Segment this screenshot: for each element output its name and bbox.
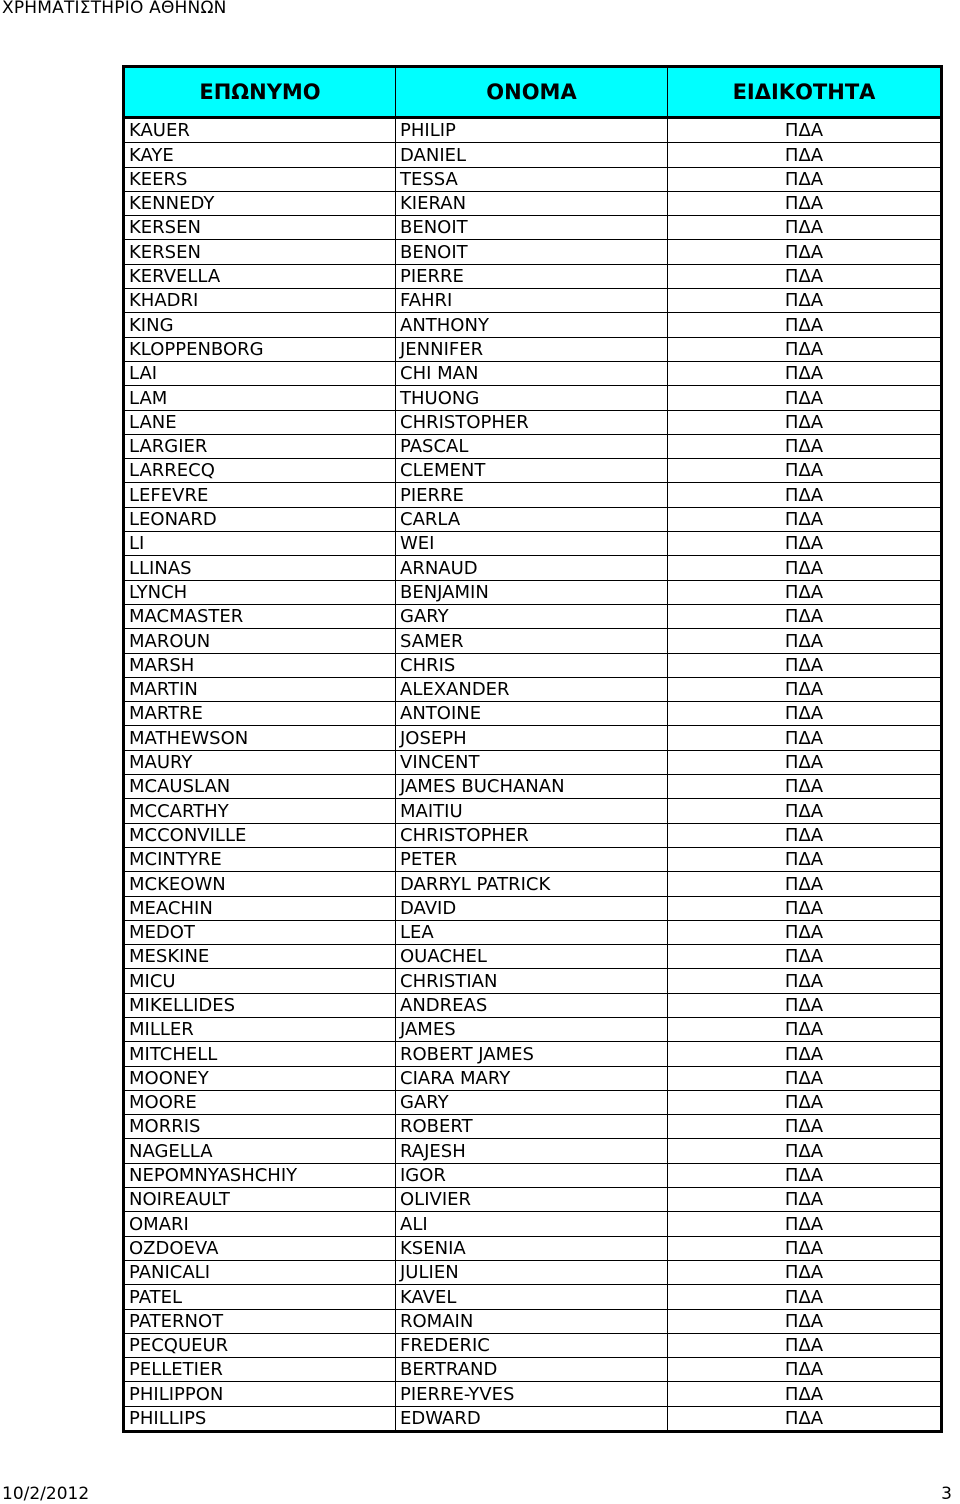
cell-specialty — [668, 653, 942, 677]
cell-first-name: PASCAL — [396, 434, 668, 458]
specialty-text: ΠΔΑ — [784, 387, 824, 409]
table-row — [124, 580, 942, 604]
cell-specialty — [668, 118, 942, 143]
cell-surname: MEDOT — [124, 920, 396, 944]
cell-specialty — [668, 191, 942, 215]
cell-specialty — [668, 532, 942, 556]
cell-first-name: CHRISTIAN — [396, 969, 668, 993]
cell-first-name: CLEMENT — [396, 459, 668, 483]
cell-surname: KEERS — [124, 167, 396, 191]
cell-first-name: KIERAN — [396, 191, 668, 215]
specialty-text: ΠΔΑ — [784, 800, 824, 822]
cell-surname: PATEL — [124, 1285, 396, 1309]
specialty-text: ΠΔΑ — [784, 946, 824, 968]
table-row — [124, 216, 942, 240]
cell-specialty — [668, 1406, 942, 1431]
table-row — [124, 1358, 942, 1382]
table-row — [124, 604, 942, 628]
cell-first-name: SAMER — [396, 629, 668, 653]
specialty-text: ΠΔΑ — [784, 873, 824, 895]
cell-surname: PHILIPPON — [124, 1382, 396, 1406]
specialty-text: ΠΔΑ — [784, 581, 824, 603]
specialty-text: ΠΔΑ — [784, 1213, 824, 1235]
cell-first-name: OUACHEL — [396, 945, 668, 969]
cell-specialty — [668, 604, 942, 628]
table-row — [124, 677, 942, 701]
cell-first-name: BENJAMIN — [396, 580, 668, 604]
cell-specialty — [668, 459, 942, 483]
specialty-text: ΠΔΑ — [784, 168, 824, 190]
table-row — [124, 1212, 942, 1236]
cell-surname: PELLETIER — [124, 1358, 396, 1382]
cell-first-name: THUONG — [396, 386, 668, 410]
table-row — [124, 1260, 942, 1284]
specialty-text: ΠΔΑ — [784, 922, 824, 944]
table-row — [124, 337, 942, 361]
cell-first-name: EDWARD — [396, 1406, 668, 1431]
specialty-text: ΠΔΑ — [784, 1165, 824, 1187]
cell-specialty — [668, 1066, 942, 1090]
table-row — [124, 191, 942, 215]
cell-surname: LEONARD — [124, 507, 396, 531]
specialty-text: ΠΔΑ — [784, 1019, 824, 1041]
specialty-text: ΠΔΑ — [784, 1335, 824, 1357]
cell-first-name: JOSEPH — [396, 726, 668, 750]
cell-first-name: TESSA — [396, 167, 668, 191]
cell-first-name: PHILIP — [396, 118, 668, 143]
table-row — [124, 532, 942, 556]
cell-surname: MITCHELL — [124, 1042, 396, 1066]
cell-first-name: FAHRI — [396, 289, 668, 313]
cell-surname: MARTIN — [124, 677, 396, 701]
cell-specialty — [668, 240, 942, 264]
cell-surname: KERVELLA — [124, 264, 396, 288]
cell-surname: MEACHIN — [124, 896, 396, 920]
cell-surname: LAI — [124, 361, 396, 385]
specialty-text: ΠΔΑ — [784, 679, 824, 701]
table-row — [124, 702, 942, 726]
table-row — [124, 847, 942, 871]
table-row — [124, 1115, 942, 1139]
specialty-text: ΠΔΑ — [784, 338, 824, 360]
table-row — [124, 118, 942, 143]
specialty-text: ΠΔΑ — [784, 1408, 824, 1430]
cell-surname: MCINTYRE — [124, 847, 396, 871]
cell-surname: MOONEY — [124, 1066, 396, 1090]
specialty-text: ΠΔΑ — [784, 411, 824, 433]
specialty-text: ΠΔΑ — [784, 436, 824, 458]
cell-first-name: RAJESH — [396, 1139, 668, 1163]
cell-specialty — [668, 1236, 942, 1260]
specialty-text: ΠΔΑ — [784, 1310, 824, 1332]
specialty-text: ΠΔΑ — [784, 533, 824, 555]
specialty-text: ΠΔΑ — [784, 484, 824, 506]
table-row — [124, 459, 942, 483]
cell-first-name: CHRISTOPHER — [396, 823, 668, 847]
cell-first-name: CHI MAN — [396, 361, 668, 385]
cell-surname: PECQUEUR — [124, 1333, 396, 1357]
table-row — [124, 896, 942, 920]
table-row — [124, 823, 942, 847]
cell-specialty — [668, 1333, 942, 1357]
specialty-text: ΠΔΑ — [784, 314, 824, 336]
column-header-first-name: ΟΝΟΜΑ — [396, 67, 668, 118]
cell-first-name: PIERRE — [396, 483, 668, 507]
cell-first-name: KSENIA — [396, 1236, 668, 1260]
cell-specialty — [668, 483, 942, 507]
cell-first-name: VINCENT — [396, 750, 668, 774]
cell-surname: PHILLIPS — [124, 1406, 396, 1431]
cell-surname: KERSEN — [124, 216, 396, 240]
table-row — [124, 386, 942, 410]
table-row — [124, 1309, 942, 1333]
cell-surname: MAROUN — [124, 629, 396, 653]
cell-first-name: PETER — [396, 847, 668, 871]
table-header — [124, 67, 942, 118]
cell-specialty — [668, 313, 942, 337]
cell-first-name: DARRYL PATRICK — [396, 872, 668, 896]
cell-first-name: JAMES — [396, 1017, 668, 1041]
table-row — [124, 750, 942, 774]
cell-specialty — [668, 167, 942, 191]
cell-specialty — [668, 507, 942, 531]
specialty-text: ΠΔΑ — [784, 1140, 824, 1162]
cell-surname: KLOPPENBORG — [124, 337, 396, 361]
specialty-text: ΠΔΑ — [784, 144, 824, 166]
cell-specialty — [668, 556, 942, 580]
cell-specialty — [668, 629, 942, 653]
cell-surname: MESKINE — [124, 945, 396, 969]
cell-surname: PANICALI — [124, 1260, 396, 1284]
table-row — [124, 1333, 942, 1357]
cell-specialty — [668, 1090, 942, 1114]
specialty-text: ΠΔΑ — [784, 606, 824, 628]
cell-specialty — [668, 896, 942, 920]
cell-surname: LEFEVRE — [124, 483, 396, 507]
cell-surname: LARRECQ — [124, 459, 396, 483]
cell-surname: KAUER — [124, 118, 396, 143]
table-row — [124, 799, 942, 823]
table-row — [124, 313, 942, 337]
specialty-text: ΠΔΑ — [784, 824, 824, 846]
specialty-text: ΠΔΑ — [784, 363, 824, 385]
cell-first-name: BENOIT — [396, 240, 668, 264]
footer-date: 10/2/2012 — [2, 1484, 90, 1504]
table-row — [124, 629, 942, 653]
cell-first-name: CHRISTOPHER — [396, 410, 668, 434]
specialty-text: ΠΔΑ — [784, 849, 824, 871]
cell-specialty — [668, 216, 942, 240]
table-row — [124, 872, 942, 896]
cell-surname: KING — [124, 313, 396, 337]
table-row — [124, 264, 942, 288]
cell-surname: LYNCH — [124, 580, 396, 604]
cell-specialty — [668, 677, 942, 701]
cell-first-name: CHRIS — [396, 653, 668, 677]
specialty-text: ΠΔΑ — [784, 1116, 824, 1138]
column-header-specialty: ΕΙΔΙΚΟΤΗΤΑ — [668, 67, 942, 118]
cell-specialty — [668, 872, 942, 896]
specialty-text: ΠΔΑ — [784, 703, 824, 725]
cell-specialty — [668, 580, 942, 604]
cell-specialty — [668, 799, 942, 823]
cell-specialty — [668, 993, 942, 1017]
specialty-text: ΠΔΑ — [784, 1286, 824, 1308]
cell-specialty — [668, 823, 942, 847]
cell-specialty — [668, 1309, 942, 1333]
cell-surname: MATHEWSON — [124, 726, 396, 750]
cell-specialty — [668, 847, 942, 871]
cell-first-name: GARY — [396, 1090, 668, 1114]
cell-surname: LAM — [124, 386, 396, 410]
cell-first-name: FREDERIC — [396, 1333, 668, 1357]
cell-first-name: BERTRAND — [396, 1358, 668, 1382]
table-row — [124, 775, 942, 799]
table-row — [124, 726, 942, 750]
cell-first-name: ANDREAS — [396, 993, 668, 1017]
cell-first-name: JULIEN — [396, 1260, 668, 1284]
cell-first-name: DAVID — [396, 896, 668, 920]
cell-surname: NAGELLA — [124, 1139, 396, 1163]
cell-surname: MILLER — [124, 1017, 396, 1041]
specialty-text: ΠΔΑ — [784, 727, 824, 749]
cell-surname: MCCARTHY — [124, 799, 396, 823]
cell-surname: MIKELLIDES — [124, 993, 396, 1017]
cell-specialty — [668, 969, 942, 993]
specialty-text: ΠΔΑ — [784, 266, 824, 288]
cell-surname: MCCONVILLE — [124, 823, 396, 847]
table-row — [124, 1139, 942, 1163]
cell-specialty — [668, 1115, 942, 1139]
table-row — [124, 1090, 942, 1114]
specialty-text: ΠΔΑ — [784, 290, 824, 312]
specialty-text: ΠΔΑ — [784, 1359, 824, 1381]
table-row — [124, 945, 942, 969]
table-row — [124, 1042, 942, 1066]
specialty-text: ΠΔΑ — [784, 897, 824, 919]
cell-specialty — [668, 945, 942, 969]
table-row — [124, 167, 942, 191]
cell-specialty — [668, 1042, 942, 1066]
table-row — [124, 1188, 942, 1212]
table-row — [124, 1382, 942, 1406]
cell-first-name: JENNIFER — [396, 337, 668, 361]
cell-surname: MARTRE — [124, 702, 396, 726]
cell-surname: PATERNOT — [124, 1309, 396, 1333]
table-row — [124, 1236, 942, 1260]
table-row — [124, 1406, 942, 1431]
cell-surname: MORRIS — [124, 1115, 396, 1139]
specialty-text: ΠΔΑ — [784, 557, 824, 579]
specialty-text: ΠΔΑ — [784, 630, 824, 652]
cell-first-name: BENOIT — [396, 216, 668, 240]
cell-surname: MARSH — [124, 653, 396, 677]
cell-specialty — [668, 143, 942, 167]
table-row — [124, 1066, 942, 1090]
cell-first-name: ROBERT — [396, 1115, 668, 1139]
cell-first-name: MAITIU — [396, 799, 668, 823]
cell-specialty — [668, 920, 942, 944]
specialty-text: ΠΔΑ — [784, 460, 824, 482]
cell-first-name: ROMAIN — [396, 1309, 668, 1333]
specialty-text: ΠΔΑ — [784, 217, 824, 239]
table-row — [124, 361, 942, 385]
specialty-text: ΠΔΑ — [784, 654, 824, 676]
cell-specialty — [668, 726, 942, 750]
cell-specialty — [668, 1260, 942, 1284]
cell-specialty — [668, 1358, 942, 1382]
cell-surname: MICU — [124, 969, 396, 993]
cell-surname: KERSEN — [124, 240, 396, 264]
cell-surname: MCAUSLAN — [124, 775, 396, 799]
cell-specialty — [668, 337, 942, 361]
specialty-text: ΠΔΑ — [784, 1383, 824, 1405]
cell-specialty — [668, 361, 942, 385]
cell-first-name: ANTOINE — [396, 702, 668, 726]
cell-specialty — [668, 1017, 942, 1041]
specialty-text: ΠΔΑ — [784, 193, 824, 215]
cell-specialty — [668, 1188, 942, 1212]
header-row — [124, 67, 942, 118]
table-row — [124, 556, 942, 580]
cell-first-name: JAMES BUCHANAN — [396, 775, 668, 799]
cell-surname: KAYE — [124, 143, 396, 167]
cell-first-name: CARLA — [396, 507, 668, 531]
cell-surname: OMARI — [124, 1212, 396, 1236]
specialty-text: ΠΔΑ — [784, 1237, 824, 1259]
column-header-surname: ΕΠΩΝΥΜΟ — [124, 67, 396, 118]
cell-specialty — [668, 775, 942, 799]
cell-specialty — [668, 1163, 942, 1187]
cell-specialty — [668, 386, 942, 410]
specialty-text: ΠΔΑ — [784, 509, 824, 531]
specialty-text: ΠΔΑ — [784, 241, 824, 263]
cell-first-name: IGOR — [396, 1163, 668, 1187]
cell-first-name: ARNAUD — [396, 556, 668, 580]
table-row — [124, 483, 942, 507]
cell-first-name: CIARA MARY — [396, 1066, 668, 1090]
roster-table — [122, 65, 943, 1433]
cell-surname: KENNEDY — [124, 191, 396, 215]
table-row — [124, 143, 942, 167]
specialty-text: ΠΔΑ — [784, 994, 824, 1016]
cell-surname: MCKEOWN — [124, 872, 396, 896]
table-row — [124, 1017, 942, 1041]
table-row — [124, 969, 942, 993]
table-row — [124, 507, 942, 531]
cell-surname: LLINAS — [124, 556, 396, 580]
table-row — [124, 240, 942, 264]
cell-specialty — [668, 264, 942, 288]
cell-first-name: ROBERT JAMES — [396, 1042, 668, 1066]
cell-first-name: OLIVIER — [396, 1188, 668, 1212]
specialty-text: ΠΔΑ — [784, 776, 824, 798]
page-header: ΧΡΗΜΑΤΙΣΤΗΡΙΟ ΑΘΗΝΩΝ — [2, 0, 227, 18]
cell-surname: LI — [124, 532, 396, 556]
specialty-text: ΠΔΑ — [784, 1043, 824, 1065]
cell-surname: NEPOMNYASHCHIY — [124, 1163, 396, 1187]
specialty-text: ΠΔΑ — [784, 1067, 824, 1089]
cell-first-name: WEI — [396, 532, 668, 556]
specialty-text: ΠΔΑ — [784, 1092, 824, 1114]
table-row — [124, 993, 942, 1017]
page-number: 3 — [941, 1484, 952, 1504]
cell-first-name: ALI — [396, 1212, 668, 1236]
table-row — [124, 410, 942, 434]
cell-first-name: PIERRE — [396, 264, 668, 288]
cell-specialty — [668, 750, 942, 774]
cell-surname: KHADRI — [124, 289, 396, 313]
cell-surname: MAURY — [124, 750, 396, 774]
table-row — [124, 653, 942, 677]
cell-surname: OZDOEVA — [124, 1236, 396, 1260]
table-row — [124, 1285, 942, 1309]
cell-first-name: GARY — [396, 604, 668, 628]
cell-specialty — [668, 289, 942, 313]
specialty-text: ΠΔΑ — [784, 1189, 824, 1211]
table-row — [124, 1163, 942, 1187]
cell-first-name: KAVEL — [396, 1285, 668, 1309]
cell-first-name: DANIEL — [396, 143, 668, 167]
table-row — [124, 920, 942, 944]
specialty-text: ΠΔΑ — [784, 1262, 824, 1284]
cell-specialty — [668, 1382, 942, 1406]
table-row — [124, 289, 942, 313]
cell-first-name: LEA — [396, 920, 668, 944]
cell-surname: NOIREAULT — [124, 1188, 396, 1212]
cell-specialty — [668, 434, 942, 458]
table-body — [124, 118, 942, 1432]
cell-first-name: ANTHONY — [396, 313, 668, 337]
cell-specialty — [668, 702, 942, 726]
cell-surname: MOORE — [124, 1090, 396, 1114]
cell-specialty — [668, 410, 942, 434]
specialty-text: ΠΔΑ — [784, 970, 824, 992]
specialty-text: ΠΔΑ — [784, 120, 824, 142]
cell-first-name: PIERRE-YVES — [396, 1382, 668, 1406]
cell-surname: MACMASTER — [124, 604, 396, 628]
table-row — [124, 434, 942, 458]
cell-first-name: ALEXANDER — [396, 677, 668, 701]
cell-surname: LANE — [124, 410, 396, 434]
specialty-text: ΠΔΑ — [784, 752, 824, 774]
cell-specialty — [668, 1285, 942, 1309]
cell-specialty — [668, 1212, 942, 1236]
cell-specialty — [668, 1139, 942, 1163]
cell-surname: LARGIER — [124, 434, 396, 458]
